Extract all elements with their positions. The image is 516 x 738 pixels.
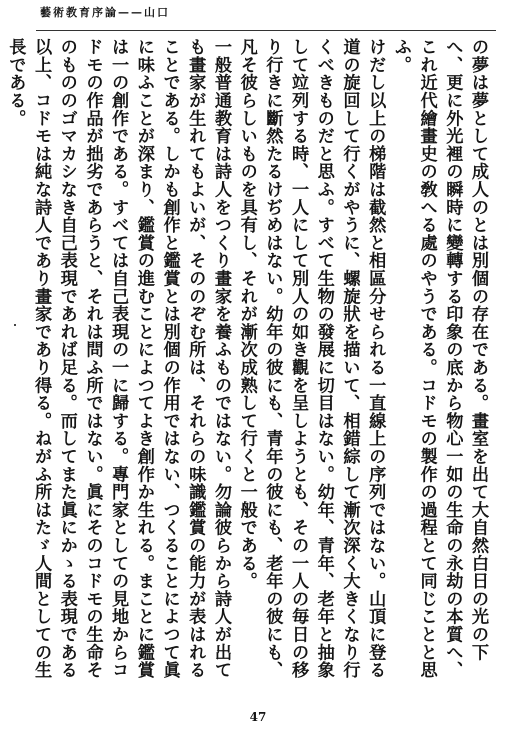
body-text (5, 38, 490, 686)
paragraph: けだし以上の梯階は截然と相區分せられる一直線上の序列ではない。山頂に登る道の旋回して行くがやうに、螺旋狀を描いて、相錯綜して漸次深く大きくなり行くべきものだと思ふ。すべて生物の發展に切目はない。幼年、青年、老年と抽象して竝列する時、一人にして別人の如き觀を呈しようとも、その一人の毎日の移り行きに斷然たるけぢめはない。幼年の彼にも、青年の彼にも、老年の彼にも、凡そ彼らしいものを具有し、それが漸次成熟して行くと一般である。 (236, 38, 386, 679)
running-head: 藝術教育序論——山口 (40, 6, 170, 19)
paragraph: の夢は夢として成人のとは別個の存在である。畫室を出て大自然白日の光の下へ、更に外光裡の瞬時に變轉する印象の底から物心一如の生命の永劫の本質へ、これ近代繪畫史の敎へる處のやうである。コドモの製作の過程とて同じことと思ふ。 (390, 38, 488, 679)
margin-dot (14, 324, 16, 326)
header-rule (36, 30, 496, 31)
paragraph: 一般普通教育は詩人をつくり畫家を養ふものではない。勿論彼らから詩人が出ても畫家が生れてもよいが、そののぞむ所は、それらの味識鑑賞の能力が表はれることである。しかも創作と鑑賞とは別個の作用ではない、つくることによつて眞に味ふことが深まり、鑑賞の進むことによつてよき創作か生れる。まことに鑑賞は一の創作である。すべては自己表現の一に歸する。專門家としての見地からコドモの作品が拙劣であらうと、それは問ふ所ではない。眞にそのコドモの生命そのもののゴマカシなき自己表現であれば足る。而してまた眞にかゝる表現である以上、コドモは純な詩人であり畫家であり得る。ねがふ所はたゞ人間としての生長である。 (5, 38, 231, 679)
page-number: 47 (249, 710, 267, 724)
